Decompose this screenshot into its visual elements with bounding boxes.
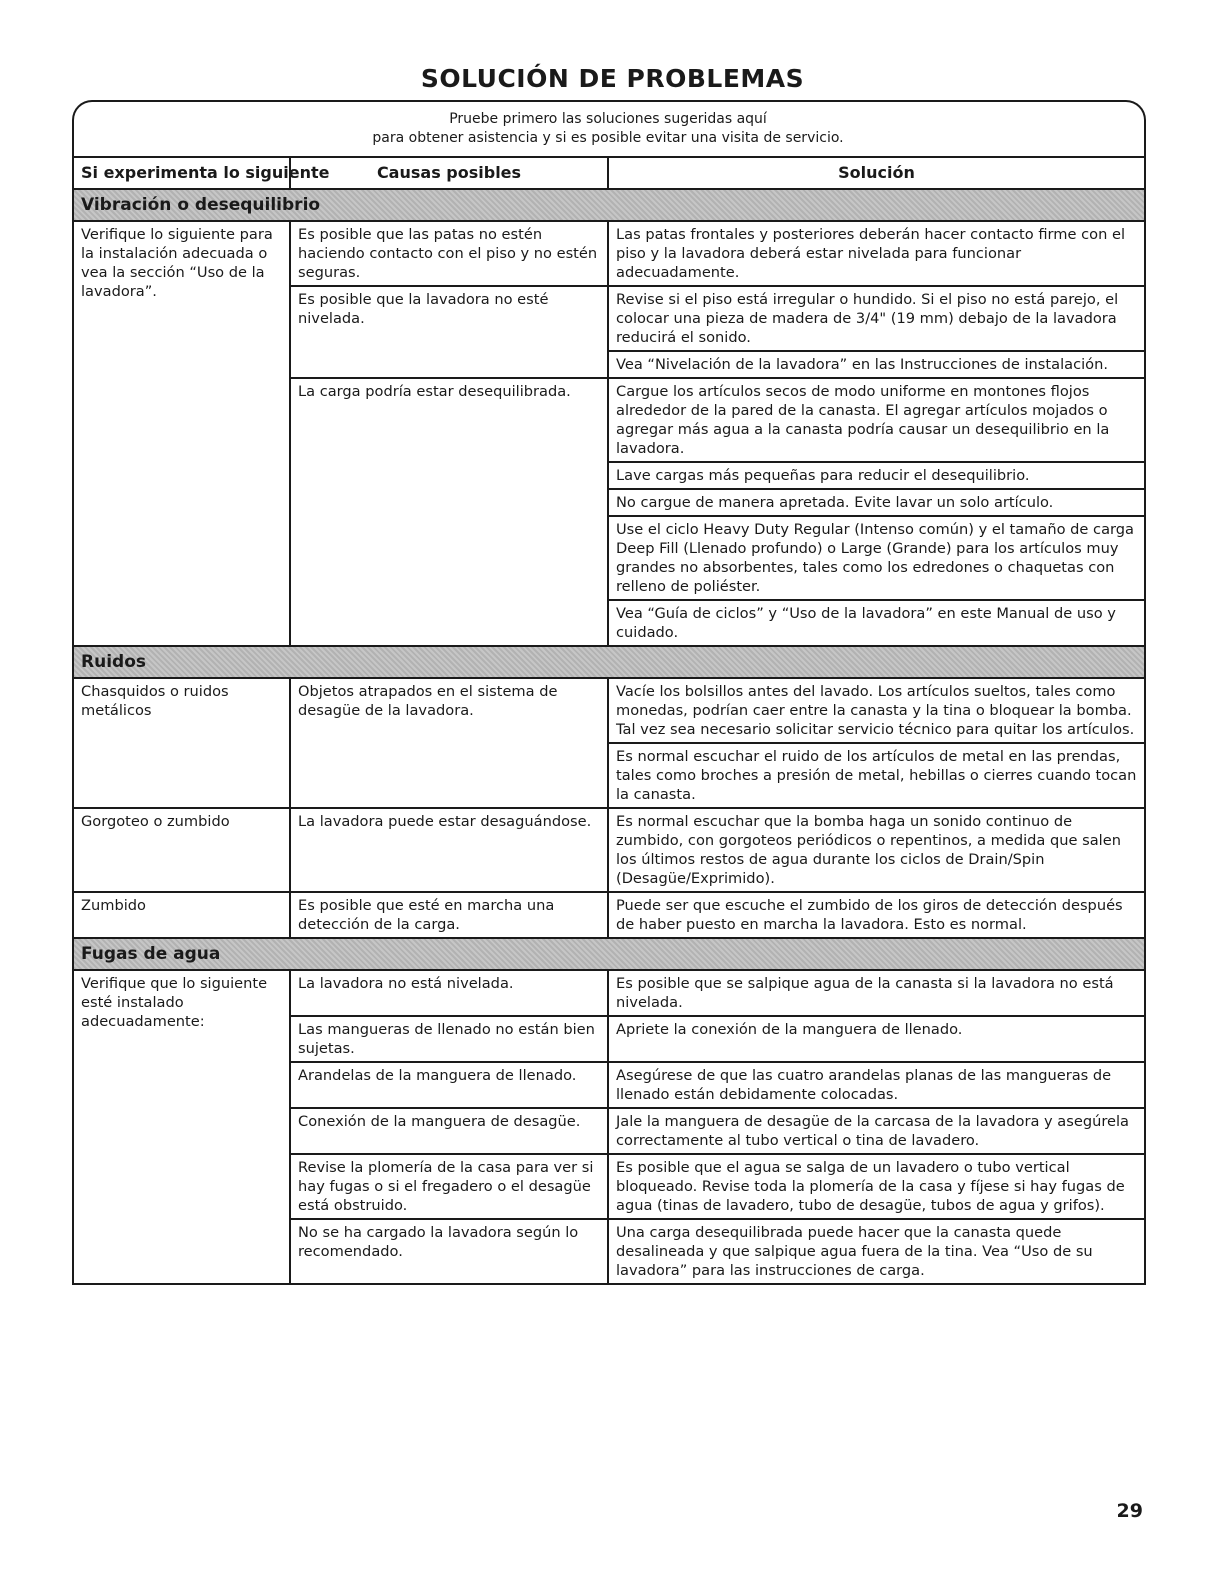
troubleshooting-table xyxy=(72,156,1146,1285)
header-causes: Causas posibles xyxy=(290,157,608,189)
header-row xyxy=(73,157,1145,189)
table-row xyxy=(73,970,1145,1016)
solution-cell: Es posible que el agua se salga de un lavadero o tubo vertical bloqueado. Revise toda la plomería de la casa y fíjese si hay fugas de agua (tinas de lavadero, tubo de desagüe, tubos de agua y grifos). xyxy=(608,1154,1145,1219)
cause-cell: Conexión de la manguera de desagüe. xyxy=(290,1108,608,1154)
cause-cell: Objetos atrapados en el sistema de desagüe de la lavadora. xyxy=(290,678,608,808)
cause-cell: Es posible que esté en marcha una detección de la carga. xyxy=(290,892,608,938)
solution-cell: Cargue los artículos secos de modo uniforme en montones flojos alrededor de la pared de la canasta. El agregar artículos mojados o agregar más agua a la canasta podría causar un desequilibrio en la lavadora. xyxy=(608,378,1145,462)
cause-cell: Es posible que las patas no estén haciendo contacto con el piso y no estén seguras. xyxy=(290,221,608,286)
symptom-cell: Verifique lo siguiente para la instalación adecuada o vea la sección “Uso de la lavadora”. xyxy=(73,221,290,646)
section-row xyxy=(73,938,1145,970)
intro-line-2: para obtener asistencia y si es posible evitar una visita de servicio. xyxy=(372,130,844,146)
cause-cell: Revise la plomería de la casa para ver si hay fugas o si el fregadero o el desagüe está obstruido. xyxy=(290,1154,608,1219)
solution-cell: Es posible que se salpique agua de la canasta si la lavadora no está nivelada. xyxy=(608,970,1145,1016)
section-heading: Fugas de agua xyxy=(73,938,1145,970)
symptom-cell: Verifique que lo siguiente esté instalado adecuadamente: xyxy=(73,970,290,1284)
section-heading: Vibración o desequilibrio xyxy=(73,189,1145,221)
intro-text xyxy=(72,110,1144,148)
cause-cell: No se ha cargado la lavadora según lo recomendado. xyxy=(290,1219,608,1284)
cause-cell: Las mangueras de llenado no están bien sujetas. xyxy=(290,1016,608,1062)
header-solution: Solución xyxy=(608,157,1145,189)
solution-cell: Vea “Nivelación de la lavadora” en las Instrucciones de instalación. xyxy=(608,351,1145,378)
header-symptom: Si experimenta lo siguiente xyxy=(73,157,290,189)
solution-cell: Use el ciclo Heavy Duty Regular (Intenso común) y el tamaño de carga Deep Fill (Llenado profundo) o Large (Grande) para los artículos muy grandes no absorbentes, tales como los edredones o chaquetas con relleno de poliéster. xyxy=(608,516,1145,600)
solution-cell: Vacíe los bolsillos antes del lavado. Los artículos sueltos, tales como monedas, podrían caer entre la canasta y la tina o bloquear la bomba. Tal vez sea necesario solicitar servicio técnico para quitar los artículos. xyxy=(608,678,1145,743)
cause-cell: La carga podría estar desequilibrada. xyxy=(290,378,608,646)
solution-cell: Vea “Guía de ciclos” y “Uso de la lavadora” en este Manual de uso y cuidado. xyxy=(608,600,1145,646)
solution-cell: Apriete la conexión de la manguera de llenado. xyxy=(608,1016,1145,1062)
solution-cell: Revise si el piso está irregular o hundido. Si el piso no está parejo, el colocar una pieza de madera de 3/4" (19 mm) debajo de la lavadora reducirá el sonido. xyxy=(608,286,1145,351)
table-row xyxy=(73,892,1145,938)
cause-cell: Arandelas de la manguera de llenado. xyxy=(290,1062,608,1108)
intro-line-1: Pruebe primero las soluciones sugeridas aquí xyxy=(449,111,767,127)
solution-cell: No cargue de manera apretada. Evite lavar un solo artículo. xyxy=(608,489,1145,516)
table-row xyxy=(73,221,1145,286)
cause-cell: La lavadora puede estar desaguándose. xyxy=(290,808,608,892)
table-body xyxy=(73,189,1145,1284)
page-title: SOLUCIÓN DE PROBLEMAS xyxy=(420,64,805,93)
table-row xyxy=(73,678,1145,743)
solution-cell: Asegúrese de que las cuatro arandelas planas de las mangueras de llenado están debidamente colocadas. xyxy=(608,1062,1145,1108)
solution-cell: Una carga desequilibrada puede hacer que la canasta quede desalineada y que salpique agua fuera de la tina. Vea “Uso de su lavadora” para las instrucciones de carga. xyxy=(608,1219,1145,1284)
section-row xyxy=(73,189,1145,221)
solution-cell: Es normal escuchar el ruido de los artículos de metal en las prendas, tales como broches a presión de metal, hebillas o cierres cuando tocan la canasta. xyxy=(608,743,1145,808)
symptom-cell: Gorgoteo o zumbido xyxy=(73,808,290,892)
symptom-cell: Chasquidos o ruidos metálicos xyxy=(73,678,290,808)
page-number: 29 xyxy=(1116,1500,1143,1522)
solution-cell: Las patas frontales y posteriores deberán hacer contacto firme con el piso y la lavadora deberá estar nivelada para funcionar adecuadamente. xyxy=(608,221,1145,286)
cause-cell: Es posible que la lavadora no esté nivelada. xyxy=(290,286,608,378)
solution-cell: Es normal escuchar que la bomba haga un sonido continuo de zumbido, con gorgoteos periódicos o repentinos, a medida que salen los últimos restos de agua durante los ciclos de Drain/Spin (Desagüe/Exprimido). xyxy=(608,808,1145,892)
cause-cell: La lavadora no está nivelada. xyxy=(290,970,608,1016)
section-row xyxy=(73,646,1145,678)
solution-cell: Lave cargas más pequeñas para reducir el desequilibrio. xyxy=(608,462,1145,489)
symptom-cell: Zumbido xyxy=(73,892,290,938)
section-heading: Ruidos xyxy=(73,646,1145,678)
table-row xyxy=(73,808,1145,892)
solution-cell: Puede ser que escuche el zumbido de los giros de detección después de haber puesto en marcha la lavadora. Esto es normal. xyxy=(608,892,1145,938)
solution-cell: Jale la manguera de desagüe de la carcasa de la lavadora y asegúrela correctamente al tubo vertical o tina de lavadero. xyxy=(608,1108,1145,1154)
